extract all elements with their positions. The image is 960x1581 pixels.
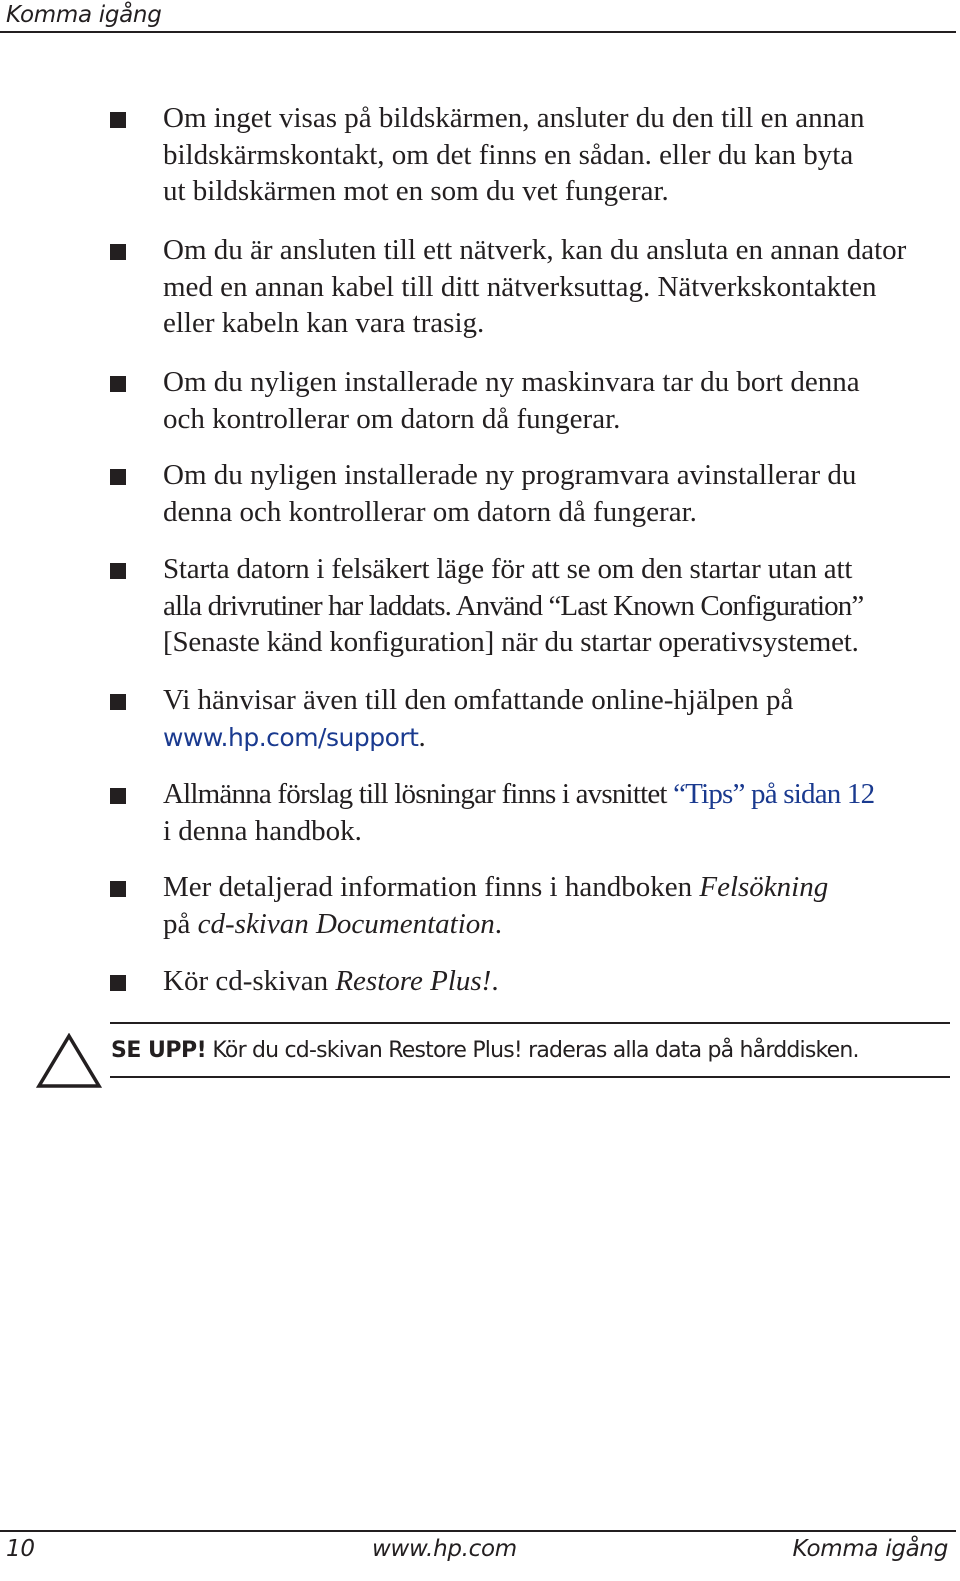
- bullet-icon: [110, 881, 126, 897]
- text-line: Vi hänvisar även till den omfattande online-hjälpen på: [163, 684, 794, 716]
- text-line: [163, 719, 953, 757]
- caution-bottom-rule: [110, 1076, 950, 1078]
- bullet-icon: [110, 244, 126, 260]
- text-line: Om du nyligen installerade ny programvara avinstallerar du: [163, 459, 857, 491]
- text-fragment: Kör cd-skivan: [163, 965, 336, 997]
- bullet-icon: [110, 975, 126, 991]
- bullet-icon: [110, 694, 126, 710]
- text-line: [163, 906, 953, 943]
- text-line: i denna handbok.: [163, 814, 362, 847]
- text-line: Starta datorn i felsäkert läge för att se om den startar utan att: [163, 553, 853, 585]
- list-item-text: [163, 551, 953, 661]
- bullet-icon: [110, 112, 126, 128]
- list-item-text: [163, 457, 953, 530]
- list-item-text: [163, 963, 953, 1000]
- footer-url: www.hp.com: [372, 1536, 517, 1562]
- text-fragment: .: [418, 720, 426, 753]
- text-fragment: Mer detaljerad information finns i handboken: [163, 871, 700, 903]
- caution-top-rule: [110, 1022, 950, 1024]
- text-fragment: Allmänna förslag till lösningar finns i avsnittet: [163, 778, 674, 810]
- text-line: Om du är ansluten till ett nätverk, kan du ansluta en annan dator: [163, 234, 907, 266]
- list-item-text: [163, 682, 953, 756]
- footer-rule: [0, 1530, 956, 1532]
- text-line: alla drivrutiner har laddats. Använd “Last Known Configuration”: [163, 589, 864, 622]
- handbook-title: Felsökning: [699, 871, 829, 903]
- caution-label: SE UPP!: [111, 1038, 207, 1063]
- text-fragment: .: [491, 965, 499, 997]
- running-header-title: Komma igång: [6, 2, 162, 28]
- text-line: Om du nyligen installerade ny maskinvara tar du bort denna: [163, 366, 860, 398]
- text-line: eller kabeln kan vara trasig.: [163, 307, 485, 339]
- tips-link[interactable]: “Tips” på sidan 12: [673, 778, 875, 810]
- list-item-text: [163, 776, 953, 849]
- bullet-icon: [110, 788, 126, 804]
- text-line: [163, 869, 953, 906]
- text-line: Om inget visas på bildskärmen, ansluter du den till en annan: [163, 102, 865, 134]
- text-line: ut bildskärmen mot en som du vet fungerar.: [163, 175, 669, 207]
- footer-title: Komma igång: [792, 1536, 948, 1562]
- text-line: [Senaste känd konfiguration] när du startar operativsystemet.: [163, 626, 859, 658]
- cd-title: Restore Plus!: [335, 965, 492, 997]
- header-rule: [0, 31, 956, 33]
- list-item-text: [163, 869, 953, 942]
- caution-triangle-icon: [36, 1033, 102, 1089]
- text-fragment: .: [494, 907, 503, 940]
- bullet-icon: [110, 469, 126, 485]
- text-fragment: på: [163, 907, 198, 940]
- list-item-text: [163, 232, 953, 342]
- bullet-icon: [110, 376, 126, 392]
- text-line: med en annan kabel till ditt nätverksuttag. Nätverkskontakten: [163, 270, 877, 303]
- text-line: [163, 963, 953, 1000]
- bullet-icon: [110, 563, 126, 579]
- caution-text: [111, 1036, 859, 1066]
- text-line: [163, 776, 953, 813]
- support-link[interactable]: www.hp.com/support: [163, 722, 419, 752]
- page-number: 10: [6, 1536, 35, 1562]
- text-line: denna och kontrollerar om datorn då fungerar.: [163, 495, 697, 528]
- cd-title: cd-skivan Documentation: [197, 907, 495, 940]
- list-item-text: [163, 100, 953, 210]
- list-item-text: [163, 364, 953, 437]
- text-line: bildskärmskontakt, om det finns en sådan. eller du kan byta: [163, 138, 854, 171]
- caution-message: Kör du cd-skivan Restore Plus! raderas alla data på hårddisken.: [206, 1038, 859, 1063]
- text-line: och kontrollerar om datorn då fungerar.: [163, 402, 621, 435]
